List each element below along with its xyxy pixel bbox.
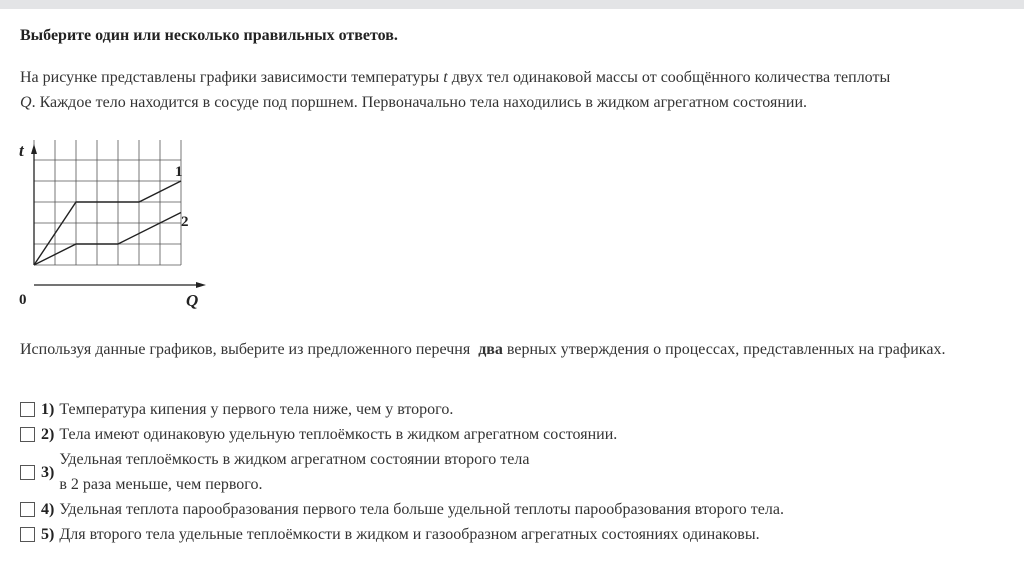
answer-option-5[interactable] [20,522,760,547]
option-number: 3) [41,463,55,481]
option-number: 2) [41,426,55,443]
option-text: Тела имеют одинаковую удельную теплоёмкость в жидком агрегатном состоянии. [59,426,618,443]
option-text-line-1: Удельная теплоёмкость в жидком агрегатном состоянии второго тела [59,451,530,468]
line-2-label: 2 [181,214,189,230]
temperature-graph [14,140,214,315]
x-axis-arrow [196,282,206,288]
x-axis-label: Q [186,291,199,310]
intro-part1: На рисунке представлены графики зависимости температуры [20,69,440,86]
var-q: Q [20,94,32,111]
option-text: Температура кипения у первого тела ниже, чем у второго. [59,401,454,418]
intro-part3: . Каждое тело находится в сосуде под поршнем. Первоначально тела находились в жидком агрегатном состоянии. [31,94,808,111]
answer-option-3[interactable] [20,447,529,497]
option-number: 4) [41,501,55,518]
origin-label: 0 [19,292,27,308]
line-1-label: 1 [175,164,183,180]
answer-option-1[interactable] [20,397,453,422]
option-text-line-2: в 2 раза меньше, чем первого. [59,476,263,493]
checkbox[interactable] [20,465,35,480]
option-number: 5) [41,526,55,543]
answer-option-2[interactable] [20,422,617,447]
graph-line-2 [34,213,181,266]
checkbox[interactable] [20,527,35,542]
question-part2: верных утверждения о процессах, представленных на графиках. [506,341,946,358]
question-part1: Используя данные графиков, выберите из предложенного перечня [20,341,471,358]
y-axis-label: t [19,141,24,160]
option-text [59,447,529,497]
question-paragraph [20,337,1010,362]
answer-option-4[interactable] [20,497,784,522]
task-heading: Выберите один или несколько правильных ответов. [20,27,398,44]
question-bold: два [478,341,503,358]
option-text: Удельная теплота парообразования первого тела больше удельной теплоты парообразования второго тела. [59,501,784,518]
y-axis-arrow [31,144,37,154]
intro-paragraph [20,65,1010,115]
option-number: 1) [41,401,55,418]
checkbox[interactable] [20,402,35,417]
intro-part2: двух тел одинаковой массы от сообщённого количества теплоты [451,69,891,86]
checkbox[interactable] [20,427,35,442]
checkbox[interactable] [20,502,35,517]
var-t: t [443,69,448,86]
top-bar [0,0,1024,9]
option-text: Для второго тела удельные теплоёмкости в жидком и газообразном агрегатных состояниях одинаковы. [59,526,760,543]
